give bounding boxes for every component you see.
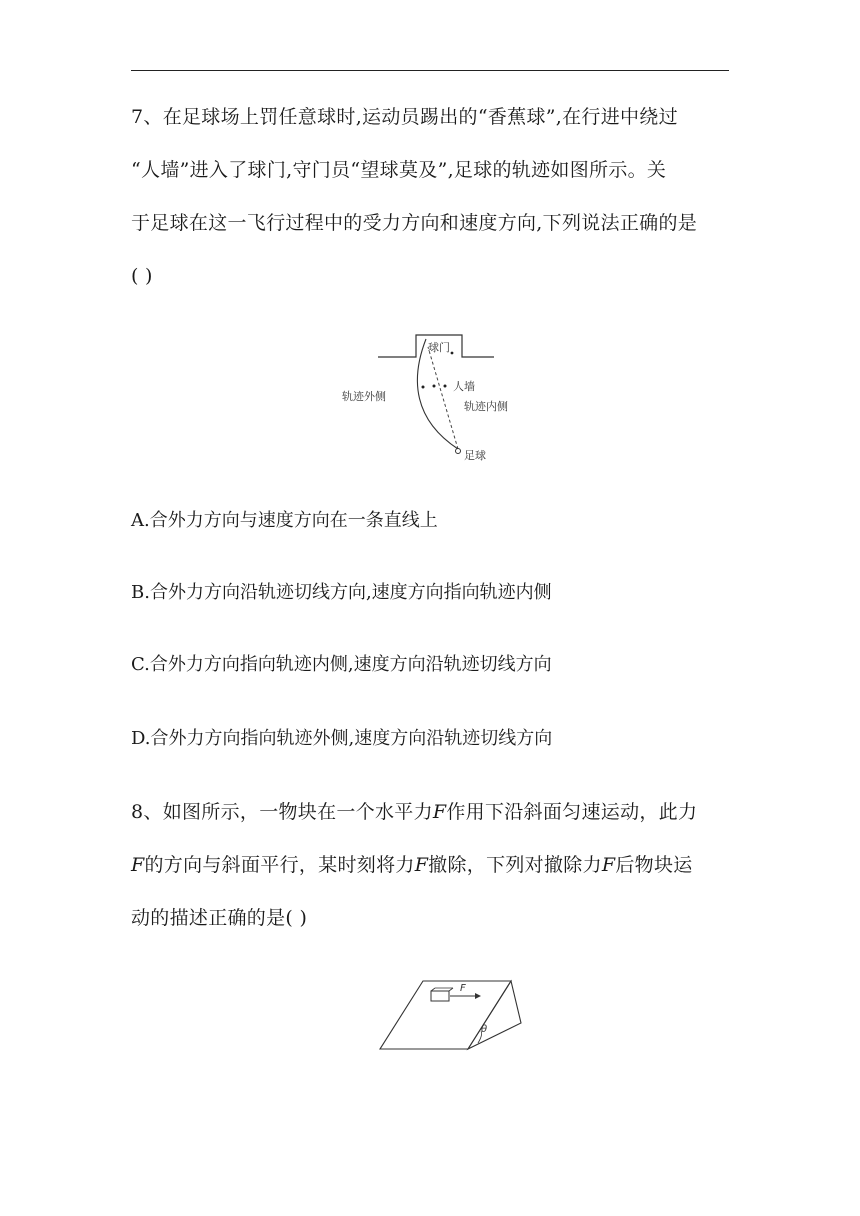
- q8-line-1: [131, 800, 697, 824]
- ball-icon: [456, 449, 461, 454]
- force-variable: F: [414, 854, 429, 876]
- wall-dot: [422, 386, 425, 389]
- outer-side-label: 轨迹外侧: [342, 390, 386, 403]
- wall-dot: [444, 385, 447, 388]
- q7-option-c[interactable]: C.合外力方向指向轨迹内侧,速度方向沿轨迹切线方向: [131, 654, 552, 675]
- football-trajectory-figure: [330, 325, 530, 470]
- force-variable: F: [601, 854, 616, 876]
- straight-dashed-line: [428, 347, 458, 449]
- wall-label: 人墙: [453, 380, 475, 393]
- goal-dot: [451, 352, 454, 355]
- q8-line1-text-a: 8、如图所示，一物块在一个水平力: [131, 801, 433, 823]
- q8-line-3: 动的描述正确的是( ): [131, 907, 308, 929]
- q8-line1-text-b: 作用下沿斜面匀速运动，此力: [446, 801, 698, 823]
- force-arrowhead: [475, 993, 481, 999]
- ball-label: 足球: [464, 449, 486, 462]
- q7-option-b[interactable]: B.合外力方向沿轨迹切线方向,速度方向指向轨迹内侧: [131, 582, 552, 603]
- header-rule: [131, 70, 729, 71]
- incline-block-figure: [375, 975, 525, 1060]
- incline-side: [468, 981, 521, 1049]
- trajectory-curve: [417, 339, 458, 449]
- q7-option-a[interactable]: A.合外力方向与速度方向在一条直线上: [131, 510, 438, 531]
- q7-line-1: 7、在足球场上罚任意球时,运动员踢出的“香蕉球”,在行进中绕过: [131, 106, 678, 128]
- q8-line2-text-a: 的方向与斜面平行，某时刻将力: [144, 854, 415, 876]
- q8-line2-text-b: 撤除，下列对撤除力: [428, 854, 602, 876]
- goal-label: 球门: [428, 341, 450, 354]
- q7-line-3: 于足球在这一飞行过程中的受力方向和速度方向,下列说法正确的是: [131, 212, 698, 234]
- q7-line-2: “人墙”进入了球门,守门员“望球莫及”,足球的轨迹如图所示。关: [131, 159, 667, 181]
- angle-label: θ: [481, 1024, 488, 1035]
- q8-line-2: [131, 853, 693, 877]
- q7-option-d[interactable]: D.合外力方向指向轨迹外侧,速度方向沿轨迹切线方向: [131, 728, 553, 749]
- force-variable: F: [432, 801, 447, 823]
- q8-line2-text-c: 后物块运: [615, 854, 693, 876]
- force-variable: F: [131, 854, 145, 876]
- q7-line-4: ( ): [131, 265, 153, 287]
- wall-dot: [433, 385, 436, 388]
- inner-side-label: 轨迹内侧: [464, 400, 508, 413]
- force-label: F: [460, 983, 466, 994]
- block: [431, 991, 449, 1001]
- block-edge: [449, 988, 453, 991]
